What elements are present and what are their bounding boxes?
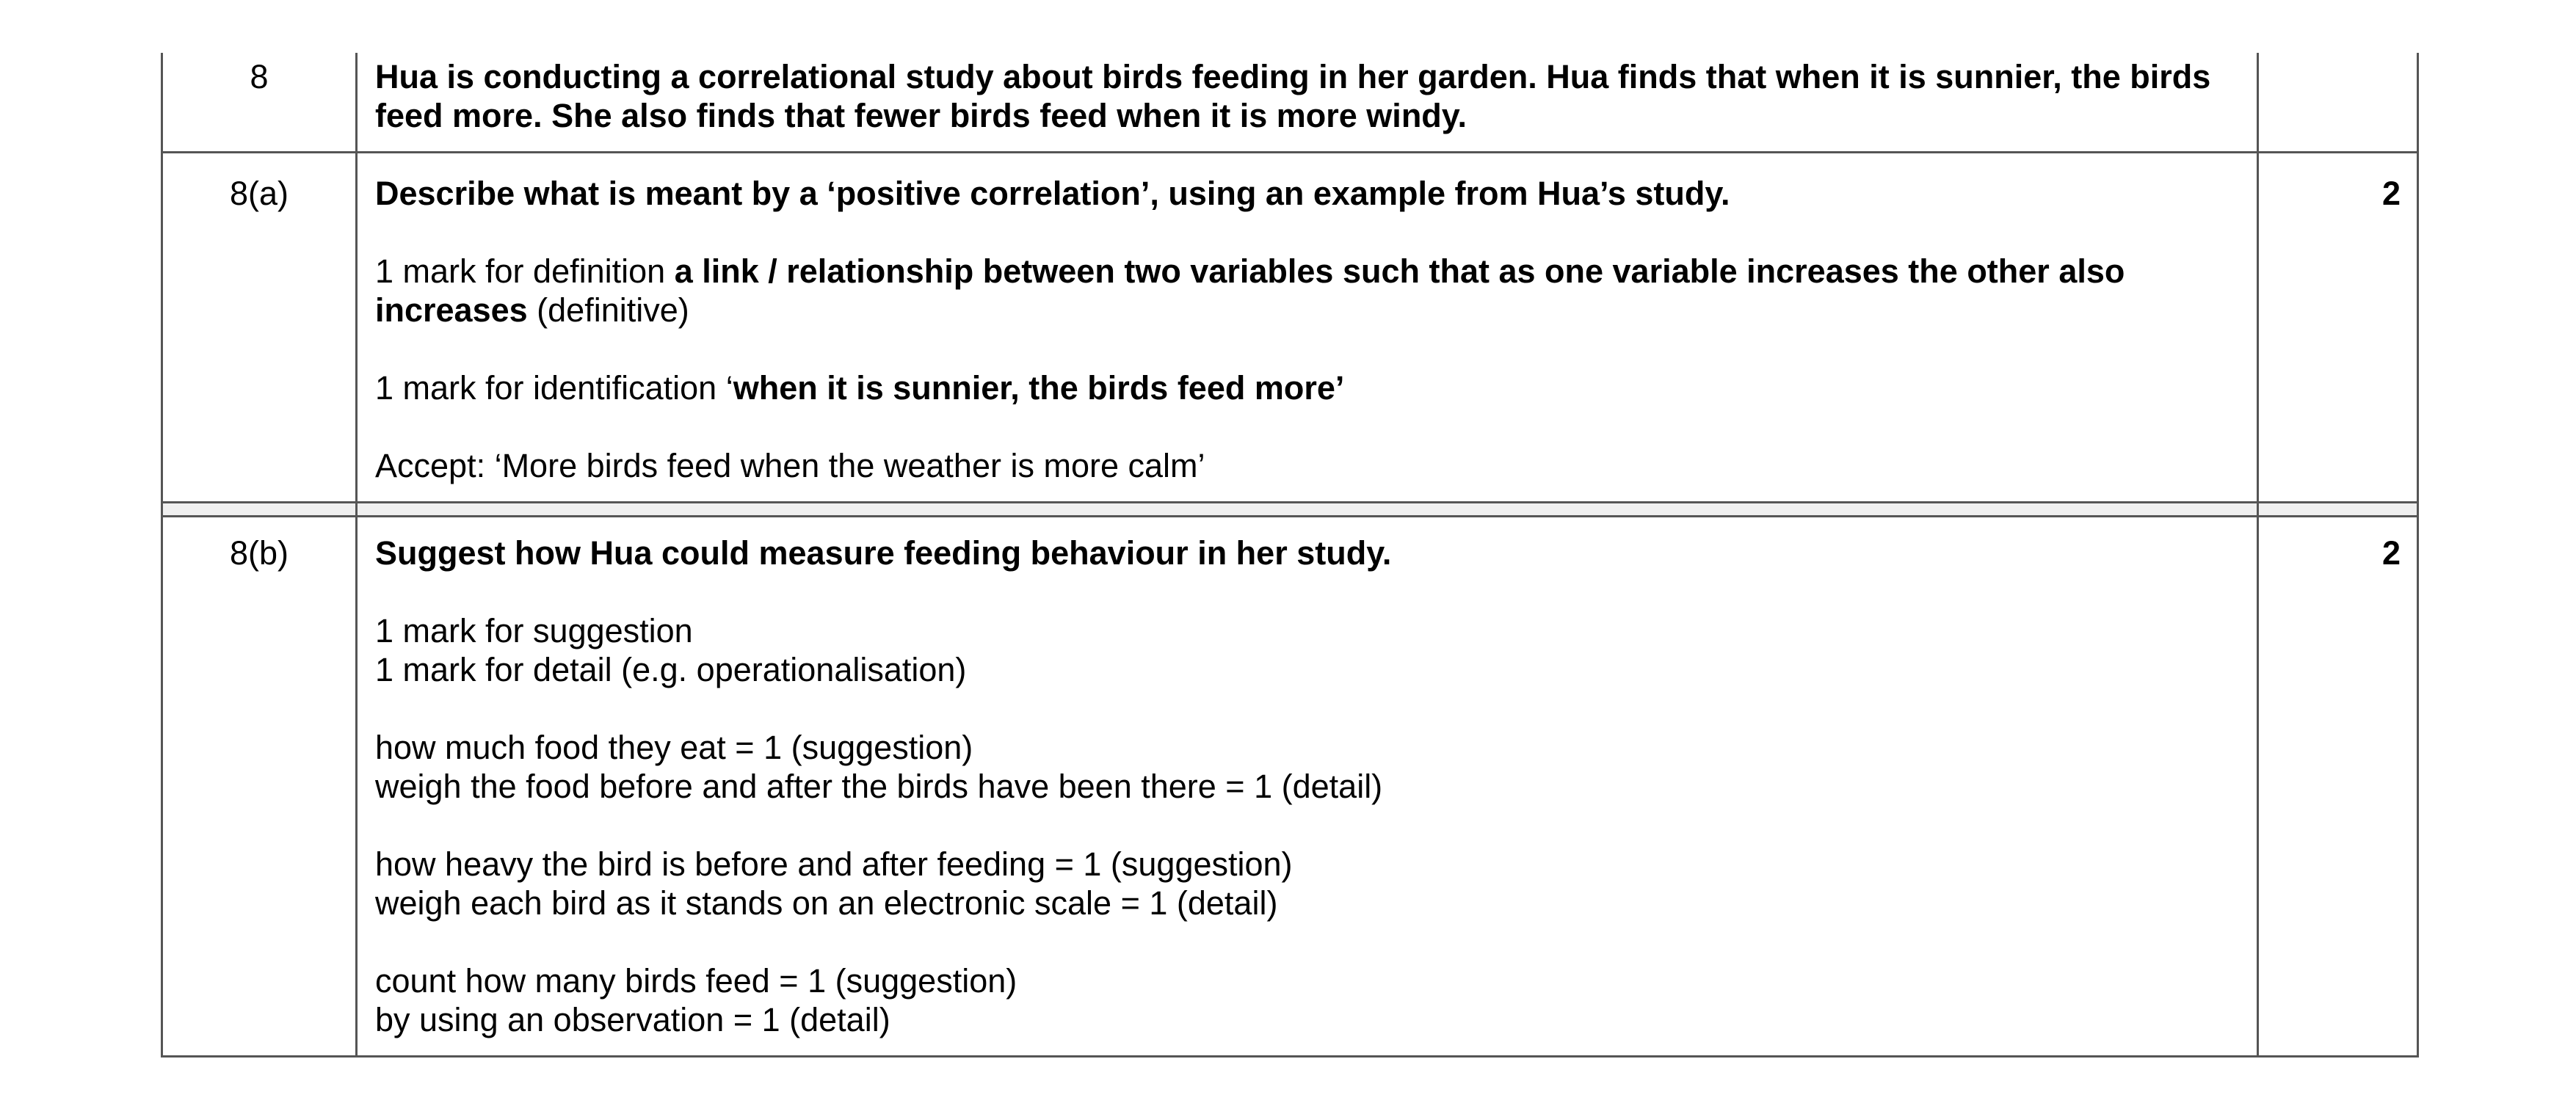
question-8a-marks: 2 bbox=[2258, 153, 2418, 503]
question-8-marks bbox=[2258, 53, 2418, 153]
question-8-cell bbox=[357, 53, 2258, 153]
question-8a-row bbox=[162, 153, 2418, 503]
question-8a-text: Describe what is meant by a ‘positive correlation’, using an example from Hua’s study. bbox=[375, 175, 1730, 212]
scheme-line: 1 mark for suggestion bbox=[375, 612, 693, 649]
question-8-stem: Hua is conducting a correlational study about birds feeding in her garden. Hua finds that when it is sunnier, the birds feed more. She also finds that fewer birds feed when it is more windy. bbox=[375, 58, 2211, 134]
question-8b-text: Suggest how Hua could measure feeding behaviour in her study. bbox=[375, 534, 1392, 572]
example-detail: weigh each bird as it stands on an electronic scale = 1 (detail) bbox=[375, 884, 1278, 922]
question-8-row bbox=[162, 53, 2418, 153]
row-separator bbox=[162, 503, 2418, 517]
question-number: 8 bbox=[162, 53, 357, 153]
example-detail: by using an observation = 1 (detail) bbox=[375, 1001, 890, 1038]
scheme-line: 1 mark for detail (e.g. operationalisation) bbox=[375, 651, 967, 688]
example-detail: weigh the food before and after the birds have been there = 1 (detail) bbox=[375, 768, 1383, 805]
question-8a-cell bbox=[357, 153, 2258, 503]
question-8b-row bbox=[162, 517, 2418, 1057]
accept-note: Accept: ‘More birds feed when the weather is more calm’ bbox=[375, 447, 1205, 484]
example-suggestion: how much food they eat = 1 (suggestion) bbox=[375, 729, 973, 766]
example-suggestion: count how many birds feed = 1 (suggestion) bbox=[375, 962, 1017, 1000]
definition-mark: 1 mark for definition a link / relationship between two variables such that as one variable increases the other also increases (definitive) bbox=[375, 252, 2125, 329]
question-number: 8(b) bbox=[162, 517, 357, 1057]
example-suggestion: how heavy the bird is before and after feeding = 1 (suggestion) bbox=[375, 845, 1293, 883]
question-8b-cell bbox=[357, 517, 2258, 1057]
question-8b-marks: 2 bbox=[2258, 517, 2418, 1057]
mark-scheme-table bbox=[161, 53, 2419, 1058]
question-number: 8(a) bbox=[162, 153, 357, 503]
identification-mark: 1 mark for identification ‘when it is sunnier, the birds feed more’ bbox=[375, 369, 1345, 407]
